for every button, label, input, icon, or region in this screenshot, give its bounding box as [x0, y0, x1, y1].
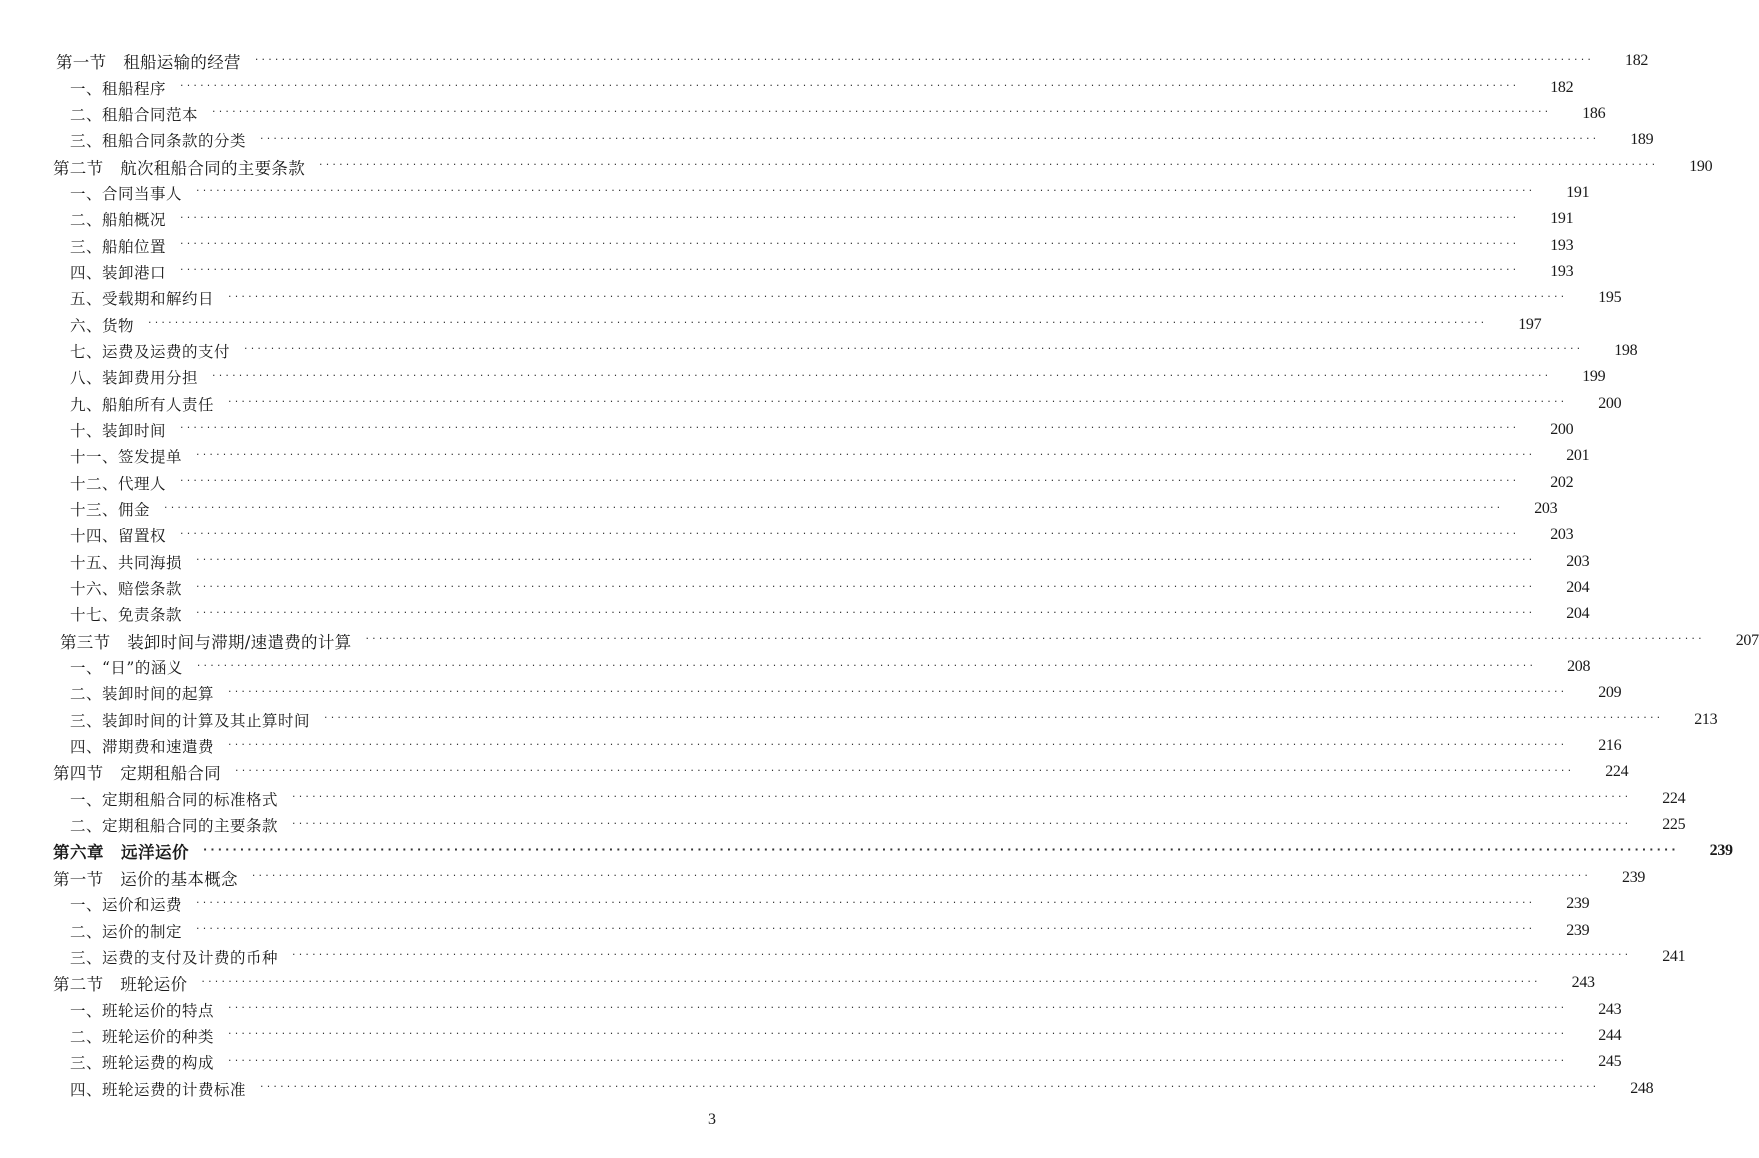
- toc-item: [0, 417, 1574, 443]
- dot-leader: ········································································································································································································: [292, 948, 1632, 962]
- toc-item: [0, 1023, 1622, 1049]
- toc-entry-page: 243: [1571, 974, 1595, 992]
- toc-entry-title: 三、班轮运费的构成: [70, 1054, 215, 1073]
- dot-leader: ········································································································································································································: [228, 289, 1568, 303]
- toc-item: [0, 1075, 1654, 1101]
- toc-entry-page: 244: [1598, 1026, 1622, 1044]
- toc-item: [0, 364, 1606, 390]
- toc-entry-title: 一、租船程序: [70, 79, 167, 98]
- toc-entry-page: 202: [1550, 473, 1574, 491]
- toc-entry-title: 十二、代理人: [70, 474, 167, 493]
- dot-leader: ········································································································································································································: [180, 210, 1520, 224]
- toc-entry-title: 三、装卸时间的计算及其止算时间: [70, 711, 311, 730]
- toc-entry-page: 186: [1582, 104, 1606, 122]
- toc-item: [0, 443, 1590, 469]
- toc-entry-page: 224: [1662, 789, 1686, 807]
- dot-leader: ········································································································································································································: [148, 316, 1488, 330]
- toc-item: [0, 74, 1574, 100]
- toc-entry-title: 十四、留置权: [70, 527, 167, 546]
- toc-entry-page: 203: [1534, 500, 1558, 518]
- toc-item: [0, 127, 1654, 153]
- toc-entry-page: 239: [1622, 868, 1646, 886]
- toc-entry-title: 一、运价和运费: [70, 896, 183, 915]
- toc-item: [0, 311, 1542, 337]
- toc-entry-page: 216: [1598, 737, 1622, 755]
- toc-entry-page: 193: [1550, 262, 1574, 280]
- dot-leader: ········································································································································································································: [319, 158, 1659, 172]
- toc-entry-page: 190: [1689, 157, 1713, 175]
- toc-entry-page: 248: [1630, 1079, 1654, 1097]
- toc-entry-title: 第一节 运价的基本概念: [53, 869, 238, 889]
- toc-entry-title: 十三、佣金: [70, 501, 151, 520]
- toc-entry-title: 七、运费及运费的支付: [70, 342, 231, 361]
- dot-leader: ········································································································································································································: [180, 263, 1520, 277]
- toc-item: [0, 891, 1590, 917]
- dot-leader: ········································································································································································································: [180, 237, 1520, 251]
- toc-entry-page: 224: [1605, 763, 1629, 781]
- toc-section: [0, 48, 1649, 74]
- toc-entry-page: 203: [1550, 526, 1574, 544]
- dot-leader: ········································································································································································································: [292, 790, 1632, 804]
- toc-item: [0, 786, 1686, 812]
- dot-leader: ········································································································································································································: [365, 632, 1705, 646]
- toc-entry-page: 213: [1694, 710, 1718, 728]
- toc-entry-title: 十、装卸时间: [70, 421, 167, 440]
- toc-item: [0, 996, 1622, 1022]
- toc-section: [0, 153, 1713, 179]
- toc-item: [0, 232, 1574, 258]
- toc-entry-page: 201: [1566, 447, 1590, 465]
- toc-item: [0, 470, 1574, 496]
- toc-entry-title: 二、定期租船合同的主要条款: [70, 817, 279, 836]
- toc-entry-title: 十五、共同海损: [70, 553, 183, 572]
- dot-leader: ········································································································································································································: [260, 131, 1600, 145]
- dot-leader: ········································································································································································································: [228, 684, 1568, 698]
- toc-entry-title: 三、运费的支付及计费的币种: [70, 948, 279, 967]
- toc-item: [0, 944, 1686, 970]
- toc-item: [0, 180, 1590, 206]
- dot-leader: ········································································································································································································: [254, 52, 1595, 66]
- toc-entry-title: 第一节 租船运输的经营: [56, 53, 241, 73]
- toc-entry-page: 193: [1550, 236, 1574, 254]
- dot-leader: ········································································································································································································: [196, 184, 1536, 198]
- toc-item: [0, 654, 1591, 680]
- toc-item: [0, 707, 1718, 733]
- dot-leader: ········································································································································································································: [196, 553, 1536, 567]
- dot-leader: ········································································································································································································: [180, 79, 1520, 93]
- toc-item: [0, 812, 1686, 838]
- toc-item: [0, 733, 1622, 759]
- toc-entry-page: 203: [1566, 552, 1590, 570]
- toc-entry-page: 197: [1518, 315, 1542, 333]
- toc-section: [0, 628, 1759, 654]
- toc-item: [0, 680, 1622, 706]
- toc-entry-title: 第二节 班轮运价: [53, 975, 188, 995]
- toc-section: [0, 865, 1646, 891]
- dot-leader: ········································································································································································································: [324, 711, 1664, 725]
- toc-item: [0, 522, 1574, 548]
- toc-entry-page: 207: [1735, 631, 1759, 649]
- dot-leader: ········································································································································································································: [196, 579, 1536, 593]
- toc-entry-page: 243: [1598, 1000, 1622, 1018]
- toc-item: [0, 285, 1622, 311]
- toc-item: [0, 206, 1574, 232]
- toc-entry-page: 204: [1566, 579, 1590, 597]
- toc-entry-title: 九、船舶所有人责任: [70, 395, 215, 414]
- dot-leader: ········································································································································································································: [292, 816, 1632, 830]
- toc-entry-title: 十一、签发提单: [70, 448, 183, 467]
- dot-leader: ········································································································································································································: [228, 395, 1568, 409]
- toc-entry-title: 二、船舶概况: [70, 211, 167, 230]
- dot-leader: ········································································································································································································: [228, 1001, 1568, 1015]
- toc-entry-page: 182: [1550, 78, 1574, 96]
- toc-entry-title: 一、定期租船合同的标准格式: [70, 790, 279, 809]
- toc-entry-title: 一、班轮运价的特点: [70, 1001, 215, 1020]
- dot-leader: ········································································································································································································: [196, 605, 1536, 619]
- toc-section: [0, 759, 1629, 785]
- toc-entry-title: 四、装卸港口: [70, 263, 167, 282]
- toc-entry-title: 五、受载期和解约日: [70, 290, 215, 309]
- toc-entry-title: 二、装卸时间的起算: [70, 685, 215, 704]
- dot-leader: ········································································································································································································: [180, 526, 1520, 540]
- dot-leader: ········································································································································································································: [196, 447, 1536, 461]
- toc-item: [0, 601, 1590, 627]
- toc-entry-title: 第四节 定期租船合同: [53, 764, 221, 784]
- toc-item: [0, 917, 1590, 943]
- toc-item: [0, 390, 1622, 416]
- toc-entry-title: 八、装卸费用分担: [70, 369, 199, 388]
- toc-entry-title: 一、“日”的涵义: [70, 659, 183, 678]
- dot-leader: ········································································································································································································: [260, 1080, 1600, 1094]
- page-number: 3: [708, 1111, 716, 1128]
- toc-entry-page: 239: [1709, 842, 1733, 860]
- toc-entry-title: 六、货物: [70, 316, 135, 335]
- toc-entry-page: 199: [1582, 368, 1606, 386]
- dot-leader: ········································································································································································································: [235, 763, 1575, 777]
- toc-entry-page: 200: [1550, 420, 1574, 438]
- toc-entry-page: 189: [1630, 131, 1654, 149]
- toc-entry-title: 一、合同当事人: [70, 184, 183, 203]
- dot-leader: ········································································································································································································: [244, 342, 1584, 356]
- dot-leader: ········································································································································································································: [203, 842, 1679, 856]
- toc-entry-page: 239: [1566, 921, 1590, 939]
- dot-leader: ········································································································································································································: [180, 474, 1520, 488]
- toc-item: [0, 1049, 1622, 1075]
- toc-entry-page: 209: [1598, 684, 1622, 702]
- dot-leader: ········································································································································································································: [212, 368, 1552, 382]
- toc-entry-title: 二、运价的制定: [70, 922, 183, 941]
- dot-leader: ········································································································································································································: [180, 421, 1520, 435]
- toc-entry-title: 十六、赔偿条款: [70, 580, 183, 599]
- dot-leader: ········································································································································································································: [228, 1053, 1568, 1067]
- toc-entry-title: 二、租船合同范本: [70, 105, 199, 124]
- toc-item: [0, 338, 1638, 364]
- toc-entry-title: 第三节 装卸时间与滞期/速遣费的计算: [60, 632, 352, 652]
- toc-entry-page: 204: [1566, 605, 1590, 623]
- toc-item: [0, 101, 1606, 127]
- toc-entry-title: 第六章 远洋运价: [53, 843, 189, 863]
- toc-item: [0, 575, 1590, 601]
- dot-leader: ········································································································································································································: [196, 922, 1536, 936]
- toc-entry-page: 241: [1662, 947, 1686, 965]
- toc-entry-title: 二、班轮运价的种类: [70, 1027, 215, 1046]
- dot-leader: ········································································································································································································: [196, 895, 1536, 909]
- toc-entry-page: 198: [1614, 341, 1638, 359]
- toc-section: [0, 970, 1595, 996]
- toc-item: [0, 496, 1558, 522]
- toc-item: [0, 549, 1590, 575]
- dot-leader: ········································································································································································································: [251, 869, 1592, 883]
- dot-leader: ········································································································································································································: [201, 974, 1541, 988]
- dot-leader: ········································································································································································································: [228, 1027, 1568, 1041]
- dot-leader: ········································································································································································································: [212, 105, 1552, 119]
- toc-entry-title: 十七、免责条款: [70, 606, 183, 625]
- toc-entry-page: 191: [1566, 183, 1590, 201]
- toc-entry-page: 225: [1662, 816, 1686, 834]
- toc-entry-page: 182: [1625, 52, 1649, 70]
- toc-entry-page: 195: [1598, 289, 1622, 307]
- toc-entry-title: 第二节 航次租船合同的主要条款: [53, 158, 305, 178]
- dot-leader: ········································································································································································································: [164, 500, 1504, 514]
- toc-entry-title: 三、租船合同条款的分类: [70, 132, 247, 151]
- toc-entry-page: 191: [1550, 210, 1574, 228]
- toc-item: [0, 259, 1574, 285]
- toc-entry-page: 245: [1598, 1053, 1622, 1071]
- table-of-contents: [0, 48, 1759, 1102]
- toc-entry-page: 239: [1566, 895, 1590, 913]
- toc-entry-page: 200: [1598, 394, 1622, 412]
- toc-entry-title: 三、船舶位置: [70, 237, 167, 256]
- toc-entry-title: 四、班轮运费的计费标准: [70, 1080, 247, 1099]
- toc-entry-title: 四、滞期费和速遣费: [70, 738, 215, 757]
- dot-leader: ········································································································································································································: [196, 658, 1537, 672]
- toc-chapter: [0, 838, 1733, 864]
- toc-entry-page: 208: [1567, 658, 1591, 676]
- dot-leader: ········································································································································································································: [228, 737, 1568, 751]
